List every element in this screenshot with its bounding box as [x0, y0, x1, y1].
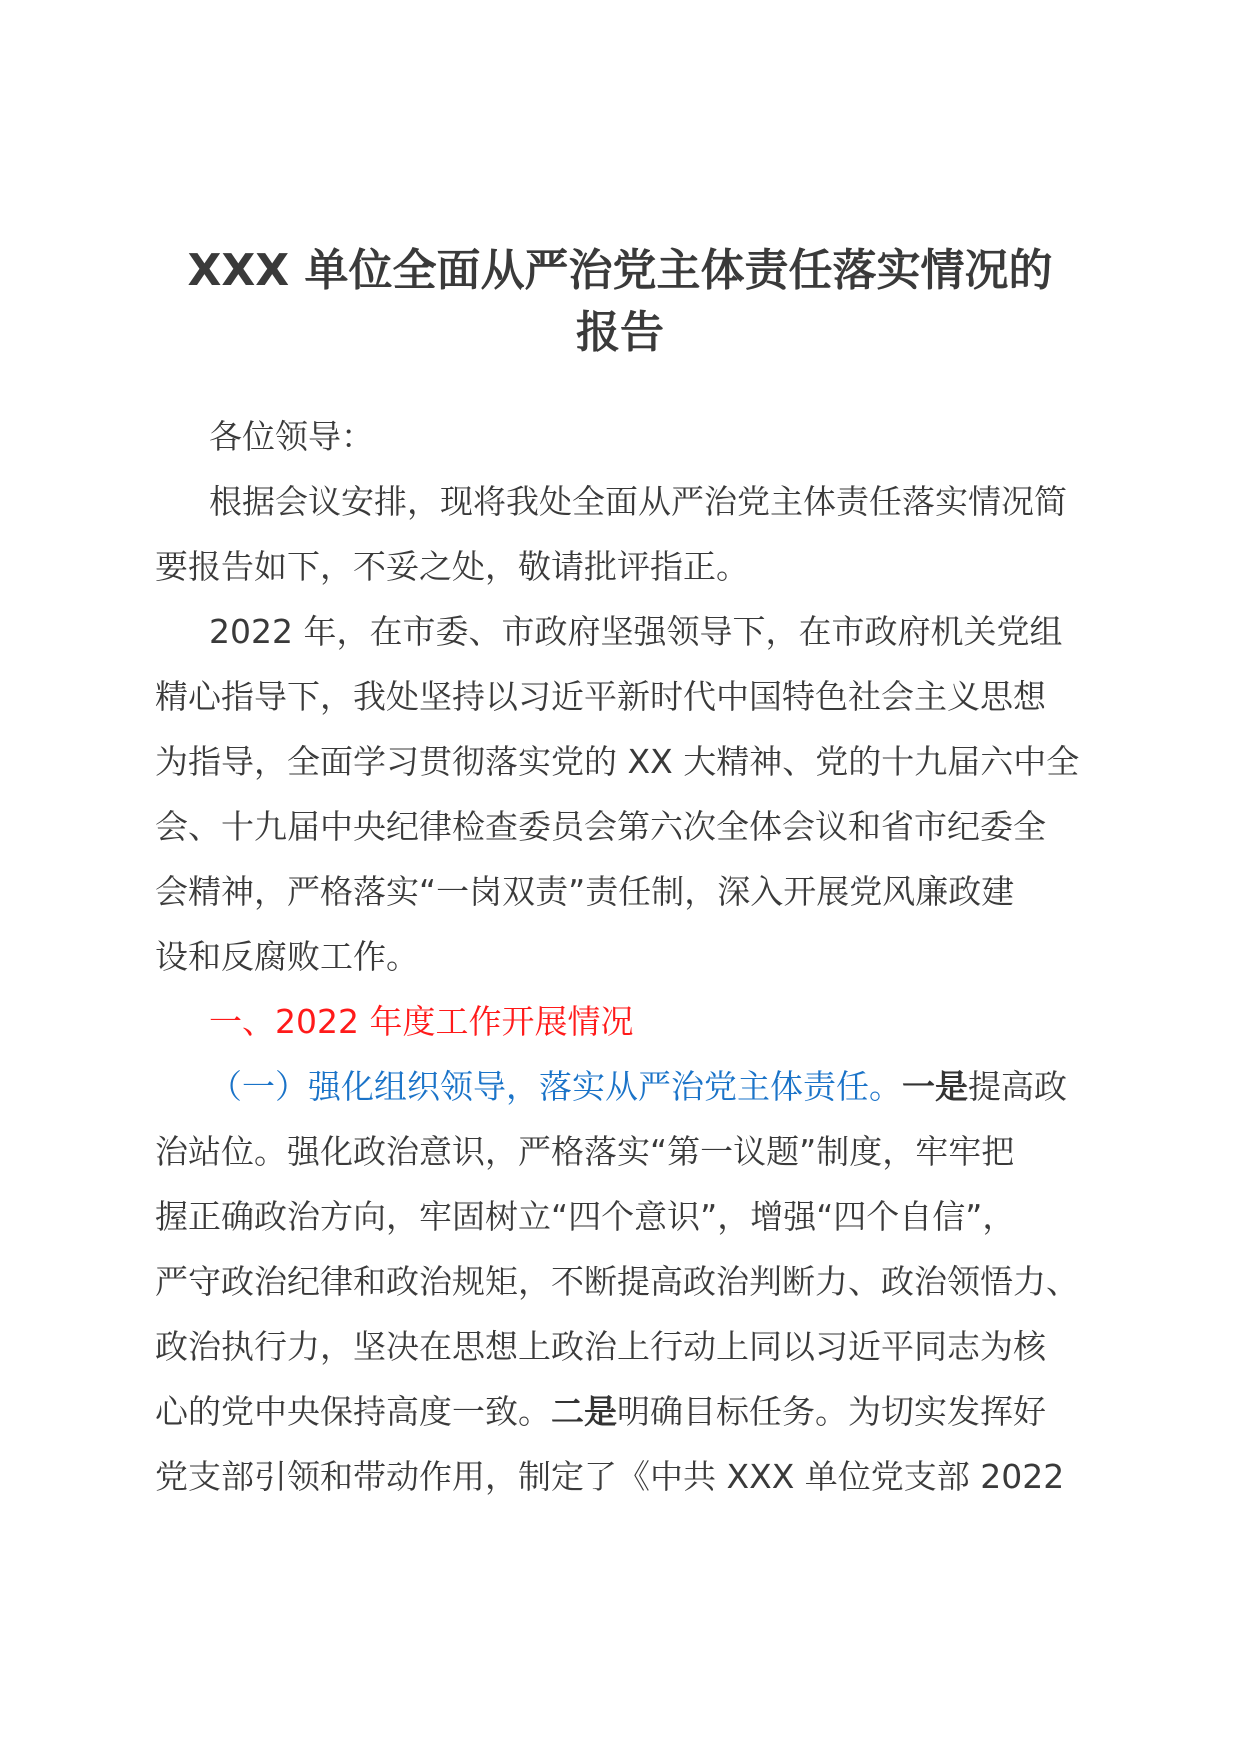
paragraph-2-line-5: 会精神，严格落实“一岗双责”责任制，深入开展党风廉政建 [155, 872, 1015, 911]
paragraph-3-line-6-text-a: 心的党中央保持高度一致。 [155, 1392, 551, 1431]
paragraph-3-line-2: 治站位。强化政治意识，严格落实“第一议题”制度，牢牢把 [155, 1132, 1015, 1171]
title-line-1: XXX 单位全面从严治党主体责任落实情况的 [187, 245, 1053, 296]
paragraph-2-line-1: 2022 年，在市委、市政府坚强领导下，在市政府机关党组 [209, 612, 1063, 651]
paragraph-2-line-3: 为指导，全面学习贯彻落实党的 XX 大精神、党的十九届六中全 [155, 742, 1080, 781]
paragraph-3-line-7: 党支部引领和带动作用，制定了《中共 XXX 单位党支部 2022 [155, 1457, 1065, 1496]
paragraph-1-line-2: 要报告如下，不妥之处，敬请批评指正。 [155, 547, 749, 586]
paragraph-1-line-1: 根据会议安排，现将我处全面从严治党主体责任落实情况简 [209, 482, 1067, 521]
paragraph-3-line-1-text: 提高政 [968, 1067, 1067, 1106]
paragraph-3-line-1 [155, 1054, 1085, 1119]
paragraph-3-line-3: 握正确政治方向，牢固树立“四个意识”，增强“四个自信”， [155, 1197, 1016, 1236]
paragraph-3-line-4: 严守政治纪律和政治规矩，不断提高政治判断力、政治领悟力、 [155, 1262, 1079, 1301]
salutation: 各位领导： [209, 417, 374, 456]
section-heading-1: 一、2022 年度工作开展情况 [209, 1002, 634, 1041]
paragraph-3-line-6-text-b: 明确目标任务。为切实发挥好 [617, 1392, 1046, 1431]
paragraph-3-line-6 [155, 1379, 1085, 1444]
paragraph-2-line-6: 设和反腐败工作。 [155, 937, 419, 976]
title-line-2: 报告 [576, 307, 664, 358]
subsection-heading-1: （一）强化组织领导，落实从严治党主体责任。 [209, 1067, 902, 1106]
document-body [155, 404, 1085, 1509]
paragraph-3-line-5: 政治执行力，坚决在思想上政治上行动上同以习近平同志为核 [155, 1327, 1046, 1366]
point-marker-first: 一是 [902, 1067, 968, 1106]
paragraph-2-line-4: 会、十九届中央纪律检查委员会第六次全体会议和省市纪委全 [155, 807, 1046, 846]
paragraph-2-line-2: 精心指导下，我处坚持以习近平新时代中国特色社会主义思想 [155, 677, 1046, 716]
document-title [140, 240, 1100, 364]
point-marker-second: 二是 [551, 1392, 617, 1431]
